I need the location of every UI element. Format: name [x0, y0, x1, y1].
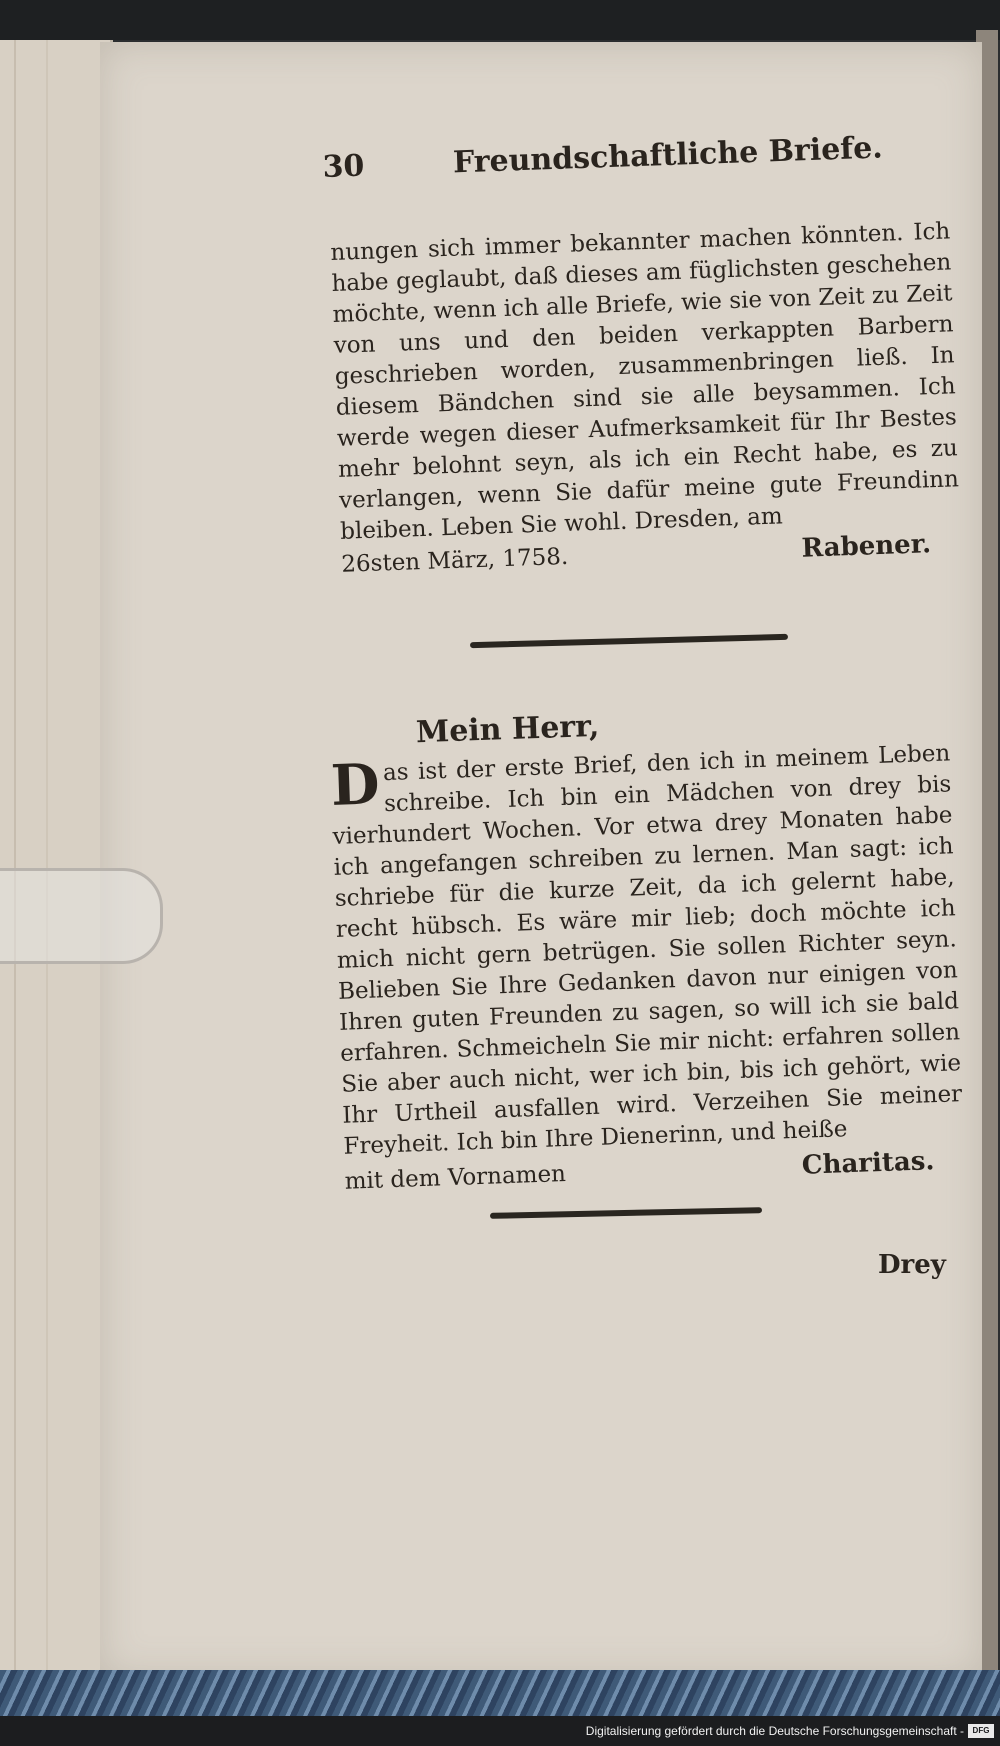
letter-one-signature: Rabener. — [801, 529, 932, 564]
letter-two-paragraph — [330, 738, 964, 1162]
footer-credit: Digitalisierung gefördert durch die Deutsche Forschungsgemeinschaft - — [585, 1724, 964, 1738]
cloth-background — [0, 1670, 1000, 1716]
digitization-footer — [0, 1716, 1000, 1746]
letter-two-signature: Charitas. — [801, 1146, 935, 1181]
dfg-logo-icon: DFG — [968, 1724, 994, 1738]
running-title: Freundschaftliche Briefe. — [452, 130, 884, 181]
letter-two-closing: mit dem Vornamen — [344, 1161, 567, 1195]
letter-two-body-text: as ist der erste Brief, den ich in meinem Leben schreibe. Ich bin ein Mädchen von drey bis vierhundert Wochen. Vor etwa drey Monaten habe ich angefangen schreiben zu lernen. Man sagt: ich schriebe für die kurze Zeit, da ich gelernt habe, recht hübsch. Es wäre mir lieb; doch möchte ich mich nicht gern betrügen. Sie sollen Richter seyn. Belieben Sie Ihre Gedanken davon nur einigen von Ihren guten Freunden zu sagen, so will ich sie bald erfahren. Schmeicheln Sie mir nicht: erfahren sollen Sie aber auch nicht, wer ich bin, bis ich gehört, wie Ihr Urtheil ausfallen wird. Verzeihen Sie meiner Freyheit. Ich bin Ihre Dienerinn, und heiße — [332, 740, 963, 1160]
page-holder-clip — [0, 868, 163, 964]
letter-one — [330, 216, 962, 580]
letter-two-salutation: Mein Herr, — [415, 708, 600, 751]
letter-two — [330, 738, 965, 1197]
drop-cap: D — [329, 751, 381, 819]
catchword: Drey — [878, 1250, 946, 1280]
page-number: 30 — [322, 148, 365, 185]
scanner-background-top — [0, 0, 1000, 40]
letter-one-date: 26sten März, 1758. — [340, 543, 569, 578]
left-page-edges — [0, 40, 113, 1680]
letter-one-paragraph: nungen sich immer bekannter machen könnten. Ich habe geglaubt, daß dieses am füglichsten geschehen möchte, wenn ich alle Briefe, wie sie von Zeit zu Zeit von uns und den beiden verkappten Barbern geschrieben worden, zusammenbringen ließ. In diesem Bändchen sind sie alle beysammen. Ich werde wegen dieser Aufmerksamkeit für Ihr Bestes mehr belohnt seyn, als ich ein Recht habe, es zu verlangen, wenn Sie dafür meine gute Freundinn bleiben. Leben Sie wohl. Dresden, am — [330, 218, 960, 545]
